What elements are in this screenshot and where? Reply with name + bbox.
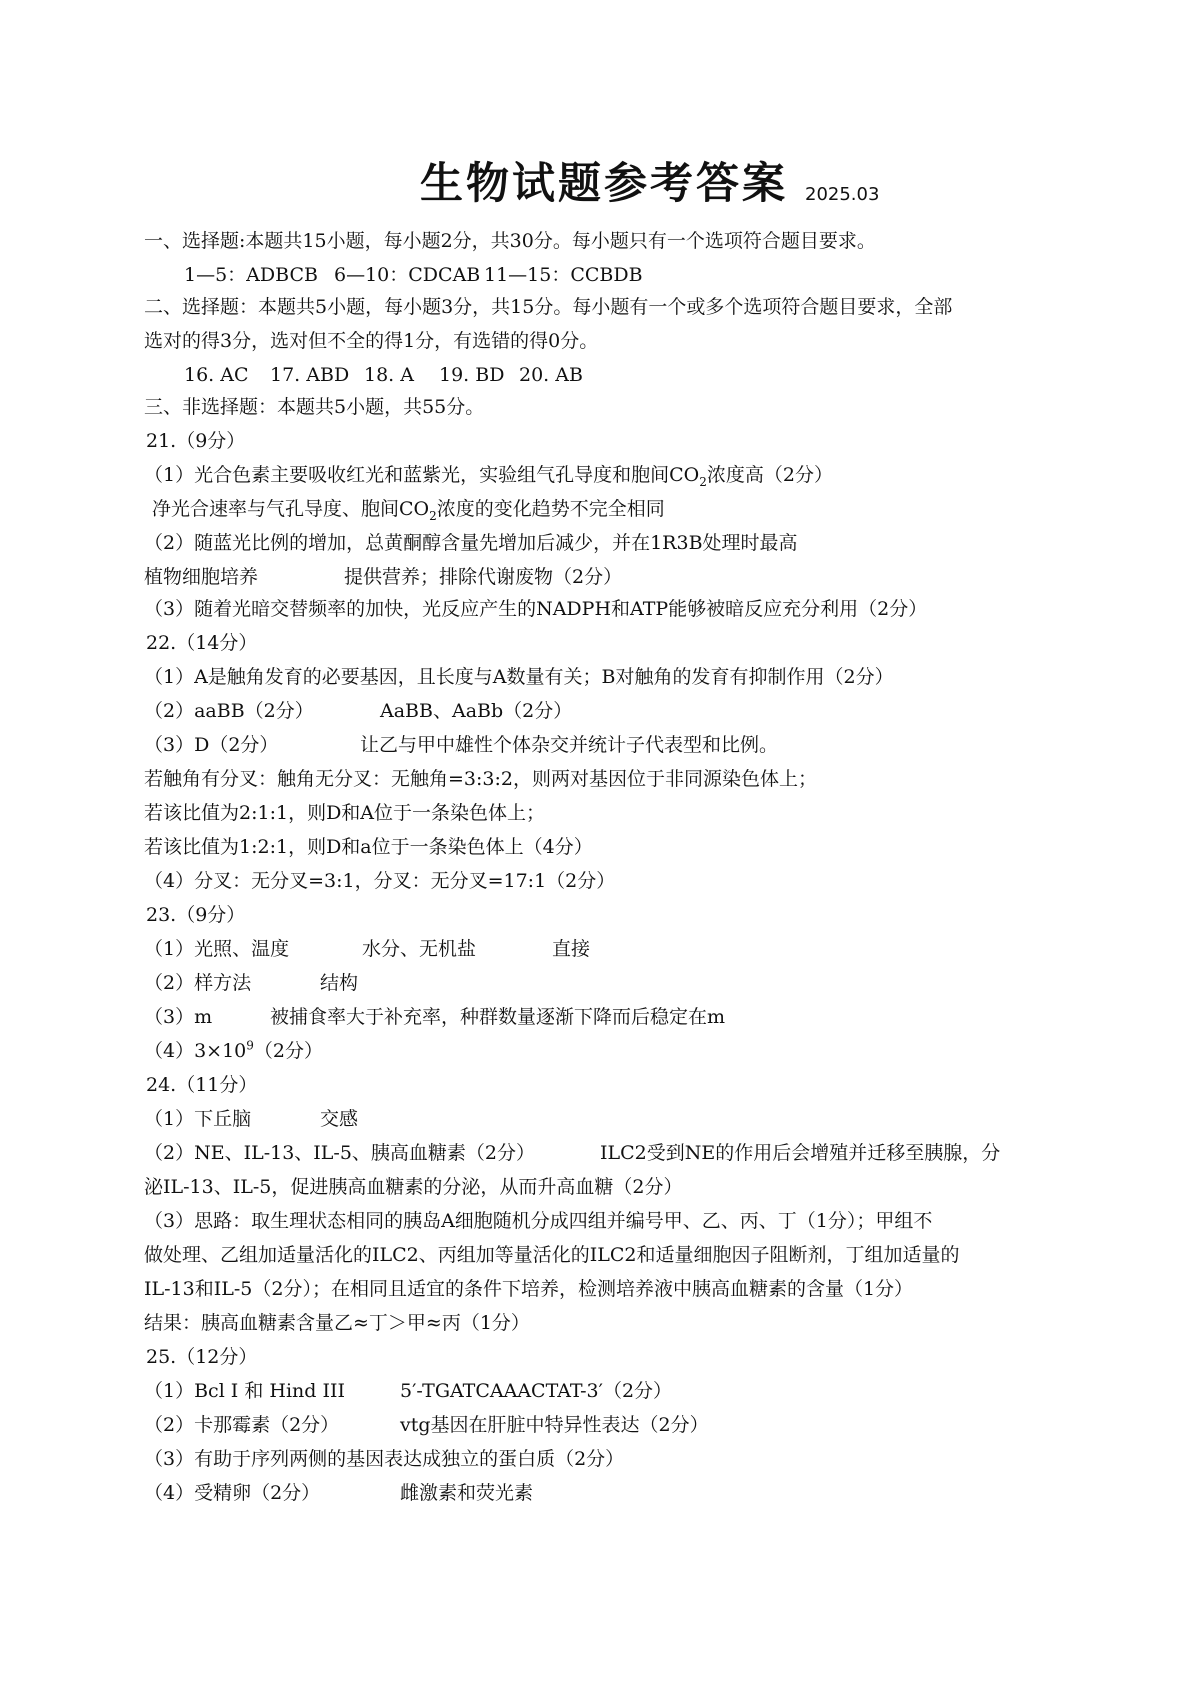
q21-2-cont-seg-0: 植物细胞培养 <box>144 566 259 588</box>
section-1-answers-seg-0: 1—5：ADBCB <box>184 264 318 286</box>
q23-4 <box>144 1040 323 1063</box>
q25-2-seg-0: （2）卡那霉素（2分） <box>144 1414 340 1436</box>
q22-2-seg-1: AaBB、AaBb（2分） <box>380 700 573 722</box>
section-2-heading-cont: 选对的得3分，选对但不全的得1分，有选错的得0分。 <box>144 330 599 352</box>
section-2-heading: 二、选择题：本题共5小题，每小题3分，共15分。每小题有一个或多个选项符合题目要求，全部 <box>144 296 953 318</box>
q21-1-seg-0: （1）光合色素主要吸收红光和蓝紫光，实验组气孔导度和胞间CO <box>144 464 700 486</box>
q22-3-case-3: 若该比值为1:2:1，则D和a位于一条染色体上（4分） <box>144 836 593 858</box>
q22-3-seg-0: （3）D（2分） <box>144 734 279 756</box>
q22-4: （4）分叉：无分叉=3:1，分叉：无分叉=17:1（2分） <box>144 870 616 892</box>
q21-heading: 21.（9分） <box>146 430 246 452</box>
q25-1-seg-0: （1）Bcl I 和 Hind III <box>144 1380 345 1402</box>
q23-3-seg-0: （3）m <box>144 1006 213 1028</box>
section-3-heading: 三、非选择题：本题共5小题，共55分。 <box>144 396 485 418</box>
section-2-answers-seg-3: 19. BD <box>439 364 505 386</box>
q23-1-seg-2: 直接 <box>552 938 591 960</box>
section-1-heading: 一、选择题:本题共15小题，每小题2分，共30分。每小题只有一个选项符合题目要求。 <box>144 230 876 252</box>
q23-4-seg-2: （2分） <box>253 1040 324 1062</box>
q21-1-cont-seg-0: 净光合速率与气孔导度、胞间CO <box>152 498 430 520</box>
q23-3-seg-1: 被捕食率大于补充率，种群数量逐渐下降而后稳定在m <box>270 1006 726 1028</box>
q24-heading: 24.（11分） <box>146 1074 258 1096</box>
q22-3-seg-1: 让乙与甲中雄性个体杂交并统计子代表型和比例。 <box>360 734 779 756</box>
page-title: 生物试题参考答案 <box>420 159 788 209</box>
q21-1-cont <box>152 498 665 521</box>
q25-heading: 25.（12分） <box>146 1346 258 1368</box>
q24-3: （3）思路：取生理状态相同的胰岛A细胞随机分成四组并编号甲、乙、丙、丁（1分）；甲组不 <box>144 1210 933 1232</box>
q24-3-cont-1: 做处理、乙组加适量活化的ILC2、丙组加等量活化的ILC2和适量细胞因子阻断剂，丁组加适量的 <box>144 1244 960 1266</box>
q23-heading: 23.（9分） <box>146 904 246 926</box>
q25-4-seg-1: 雌激素和荧光素 <box>400 1482 534 1504</box>
q24-2-seg-1: ILC2受到NE的作用后会增殖并迁移至胰腺，分 <box>600 1142 1001 1164</box>
q22-heading: 22.（14分） <box>146 632 258 654</box>
q25-2-seg-1: vtg基因在肝脏中特异性表达（2分） <box>400 1414 709 1436</box>
q24-2-seg-0: （2）NE、IL-13、IL-5、胰高血糖素（2分） <box>144 1142 536 1164</box>
section-2-answers-seg-1: 17. ABD <box>270 364 350 386</box>
q25-4-seg-0: （4）受精卵（2分） <box>144 1482 321 1504</box>
q21-1-seg-2: 浓度高（2分） <box>706 464 833 486</box>
q22-3-case-1: 若触角有分叉：触角无分叉：无触角=3:3:2，则两对基因位于非同源染色体上； <box>144 768 817 790</box>
q22-2-seg-0: （2）aaBB（2分） <box>144 700 314 722</box>
q24-1-seg-1: 交感 <box>320 1108 359 1130</box>
q21-1-cont-seg-1: 2 <box>429 508 437 523</box>
section-1-answers-seg-1: 6—10：CDCAB <box>334 264 481 286</box>
q21-1-cont-seg-2: 浓度的变化趋势不完全相同 <box>436 498 665 520</box>
q21-2-cont-seg-1: 提供营养；排除代谢废物（2分） <box>344 566 623 588</box>
q23-4-seg-0: （4）3×10 <box>144 1040 247 1062</box>
section-2-answers-seg-2: 18. A <box>364 364 414 386</box>
q22-1: （1）A是触角发育的必要基因，且长度与A数量有关；B对触角的发育有抑制作用（2分） <box>144 666 894 688</box>
q21-1-seg-1: 2 <box>699 474 707 489</box>
q23-2-seg-1: 结构 <box>320 972 359 994</box>
q24-1-seg-0: （1）下丘脑 <box>144 1108 252 1130</box>
section-1-answers-seg-2: 11—15：CCBDB <box>484 264 643 286</box>
q21-1 <box>144 464 833 487</box>
q23-2-seg-0: （2）样方法 <box>144 972 252 994</box>
q23-4-seg-1: 9 <box>246 1038 254 1053</box>
section-2-answers-seg-0: 16. AC <box>184 364 249 386</box>
q25-1-seg-1: 5′-TGATCAAACTAT-3′（2分） <box>400 1380 673 1402</box>
q21-2: （2）随蓝光比例的增加，总黄酮醇含量先增加后减少，并在1R3B处理时最高 <box>144 532 798 554</box>
q21-3: （3）随着光暗交替频率的加快，光反应产生的NADPH和ATP能够被暗反应充分利用（2分） <box>144 598 928 620</box>
q23-1-seg-1: 水分、无机盐 <box>362 938 477 960</box>
q24-3-cont-2: IL-13和IL-5（2分）；在相同且适宜的条件下培养，检测培养液中胰高血糖素的含量（1分） <box>144 1278 914 1300</box>
q24-3-result: 结果：胰高血糖素含量乙≈丁＞甲≈丙（1分） <box>144 1312 530 1334</box>
q23-1-seg-0: （1）光照、温度 <box>144 938 290 960</box>
q22-3-case-2: 若该比值为2:1:1，则D和A位于一条染色体上； <box>144 802 546 824</box>
q25-3: （3）有助于序列两侧的基因表达成独立的蛋白质（2分） <box>144 1448 625 1470</box>
page-date: 2025.03 <box>805 184 880 205</box>
q24-2-cont: 泌IL-13、IL-5，促进胰高血糖素的分泌，从而升高血糖（2分） <box>144 1176 683 1198</box>
section-2-answers-seg-4: 20. AB <box>519 364 583 386</box>
